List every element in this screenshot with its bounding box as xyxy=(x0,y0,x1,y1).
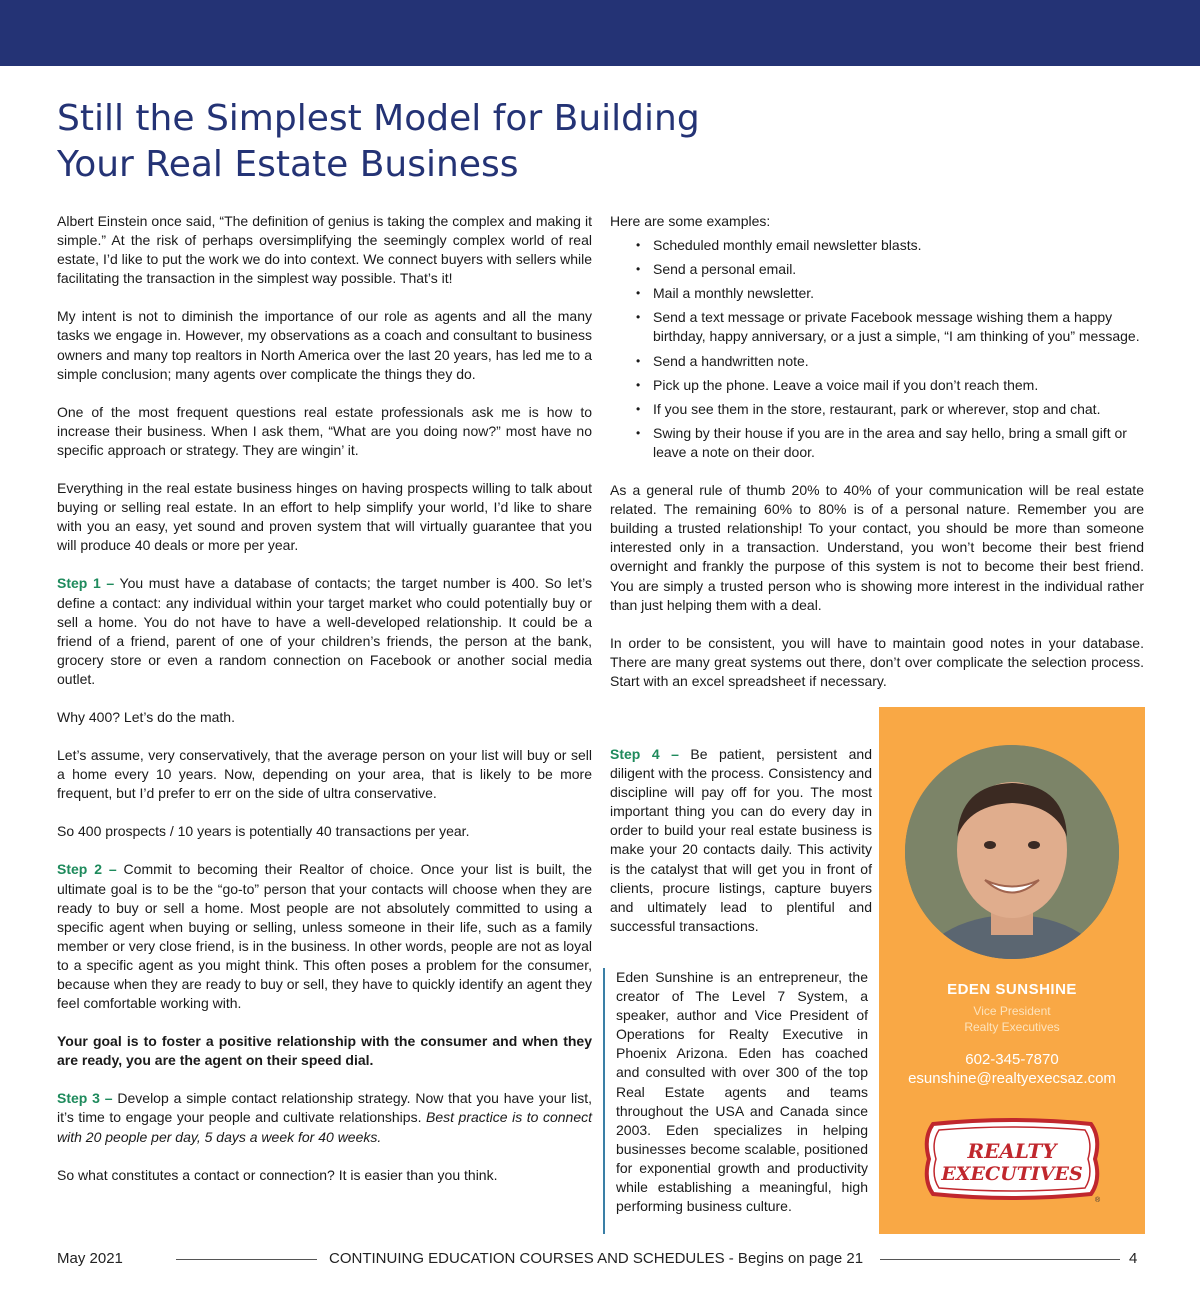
step-1-label: Step 1 – xyxy=(57,575,115,592)
step-3-label: Step 3 – xyxy=(57,1090,113,1107)
step-1-text: You must have a database of contacts; the target number is 400. So let’s define a contact: any individual within your target market who could potentially buy or sell a home. You do not have to have a well-developed relationship. It could be a friend of a friend, parent of one of your children’s friends, the person at the bank, grocery store or even a random connection on Facebook or another social media outlet. xyxy=(57,575,592,687)
step-4-label: Step 4 – xyxy=(610,746,679,762)
page-number: 4 xyxy=(1129,1250,1138,1267)
paragraph-prospects: Everything in the real estate business hinges on having prospects willing to talk about buying or selling real estate. In an effort to help simplify your world, I’d like to share with you an easy, yet sound and proven system that will virtually guarantee that you will produce 40 deals or more per year. xyxy=(57,480,592,554)
list-item: • Send a personal email. xyxy=(634,260,1144,279)
logo-line-1: REALTY xyxy=(967,1139,1057,1163)
paragraph-math: So 400 prospects / 10 years is potentially 40 transactions per year. xyxy=(57,823,470,840)
footer-divider-left xyxy=(176,1259,317,1260)
footer-section-note: CONTINUING EDUCATION COURSES AND SCHEDULES - Begins on page 21 xyxy=(329,1250,864,1267)
realty-executives-logo xyxy=(919,1118,1105,1200)
author-name: EDEN SUNSHINE xyxy=(947,981,1077,998)
headline-line-1: Still the Simplest Model for Building xyxy=(57,98,700,139)
step-3-best-practice: Best practice is to connect with 20 people per day, 5 days a week for 40 weeks. xyxy=(57,1109,592,1145)
paragraph-questions: One of the most frequent questions real estate professionals ask me is how to increase their business. When I ask them, “What are you doing now?” most have no specific approach or strategy. They are wingin’ it. xyxy=(57,403,592,458)
step-3-text: Develop a simple contact relationship strategy. Now that you have your list, it’s time to engage your people and cultivate relationships. xyxy=(57,1090,592,1126)
paragraph-intent: My intent is not to diminish the importance of our role as agents and all the many tasks we engage in. However, my observations as a coach and consultant to business owners and many top realtors in North America over the last 20 years, has led me to a simple conclusion; many agents over complicate the things they do. xyxy=(57,308,592,382)
author-company: Realty Executives xyxy=(964,1020,1060,1034)
left-column xyxy=(57,212,592,1185)
author-photo xyxy=(905,745,1119,959)
list-item: • Mail a monthly newsletter. xyxy=(634,284,1144,303)
list-item: • Scheduled monthly email newsletter blasts. xyxy=(634,236,1144,255)
author-phone: 602-345-7870 xyxy=(965,1051,1059,1068)
footer-divider-right xyxy=(880,1259,1120,1260)
right-column-step-4 xyxy=(610,745,872,936)
step-4-text: Be patient, persistent and diligent with the process. Consistency and discipline will pay off for you. The most important thing you can do every day in order to build your real estate business is make your 20 contacts daily. This activity is the catalyst that will get you in front of clients, procure listings, capture buyers and ultimately lead to plentiful and successful transactions. xyxy=(610,746,872,934)
list-item: • Send a handwritten note. xyxy=(634,352,1144,371)
footer-month: May 2021 xyxy=(57,1250,123,1267)
paragraph-why-400: Why 400? Let’s do the math. xyxy=(57,708,235,725)
list-item: • Pick up the phone. Leave a voice mail if you don’t reach them. xyxy=(634,376,1144,395)
paragraph-goal: Your goal is to foster a positive relationship with the consumer and when they are ready, you are the agent on their speed dial. xyxy=(57,1033,592,1069)
examples-intro: Here are some examples: xyxy=(610,213,771,229)
paragraph-step-2 xyxy=(57,860,592,1013)
logo-line-2: EXECUTIVES xyxy=(941,1163,1083,1185)
author-email: esunshine@realtyexecsaz.com xyxy=(908,1070,1116,1087)
list-item: • If you see them in the store, restaurant, park or wherever, stop and chat. xyxy=(634,400,1144,419)
article-headline xyxy=(57,96,817,188)
list-item: • Swing by their house if you are in the area and say hello, bring a small gift or leave a note on their door. xyxy=(634,424,1144,462)
paragraph-step-4 xyxy=(610,745,872,936)
paragraph-einstein: Albert Einstein once said, “The definition of genius is taking the complex and making it simple.” At the risk of perhaps oversimplifying the seemingly complex world of real estate, I’d like to put the work we do into context. We connect buyers with sellers while facilitating the transaction in the simplest way possible. That’s it! xyxy=(57,213,592,287)
step-2-label: Step 2 – xyxy=(57,861,117,878)
paragraph-step-1 xyxy=(57,574,592,689)
author-bio xyxy=(603,968,868,1234)
headline-line-2: Your Real Estate Business xyxy=(57,144,519,185)
examples-list xyxy=(634,236,1144,462)
step-2-text: Commit to becoming their Realtor of choice. Once your list is built, the ultimate goal is to be the “go-to” person that your contacts will choose when they are ready to buy or sell a home. Most people are not absolutely committed to using a specific agent when buying or selling, unless someone in their life, such as a family member or very close friend, is in the business. In other words, people are not as loyal to a specific agent as you might think. This often poses a problem for the consumer, because when they are ready to buy or sell, they have to quickly identify an agent they feel comfortable working with. xyxy=(57,861,592,1012)
author-portrait-icon xyxy=(905,745,1119,959)
author-title: Vice President xyxy=(973,1004,1051,1018)
paragraph-rule-of-thumb: As a general rule of thumb 20% to 40% of your communication will be real estate related. The remaining 60% to 80% is of a personal nature. Remember you are building a trusted relationship! To your contact, you should be more than someone interested only in a transaction. Understand, you won’t become their best friend overnight and frankly the purpose of this system is not to become their best friend. You are simply a trusted person who is showing more interest in the individual rather than just helping them with a deal. xyxy=(610,482,1144,613)
author-card xyxy=(879,707,1145,1234)
list-item: • Send a text message or private Facebook message wishing them a happy birthday, happy anniversary, or a just a simple, “I am thinking of you” message. xyxy=(634,308,1144,346)
paragraph-contact-question: So what constitutes a contact or connection? It is easier than you think. xyxy=(57,1166,498,1183)
paragraph-consistency: In order to be consistent, you will have to maintain good notes in your database. There are many great systems out there, don’t over complicate the selection process. Start with an excel spreadsheet if necessary. xyxy=(610,634,1144,689)
author-bio-text: Eden Sunshine is an entrepreneur, the creator of The Level 7 System, a speaker, author and Vice President of Operations for Realty Executive in Phoenix Arizona. Eden has coached and consulted with over 300 of the top Real Estate agents and teams throughout the USA and Canada since 2003. Eden specializes in helping businesses become scalable, positioned for exponential growth and productivity while establishing a meaningful, high performing business culture. xyxy=(616,969,868,1215)
paragraph-assume: Let’s assume, very conservatively, that the average person on your list will buy or sell a home every 10 years. Now, depending on your area, that is likely to be more frequent, but I’d prefer to err on the side of ultra conservative. xyxy=(57,747,592,802)
right-column-top xyxy=(610,212,1144,691)
registered-mark: ® xyxy=(1095,1197,1101,1204)
top-banner xyxy=(0,0,1200,66)
paragraph-step-3 xyxy=(57,1089,592,1146)
